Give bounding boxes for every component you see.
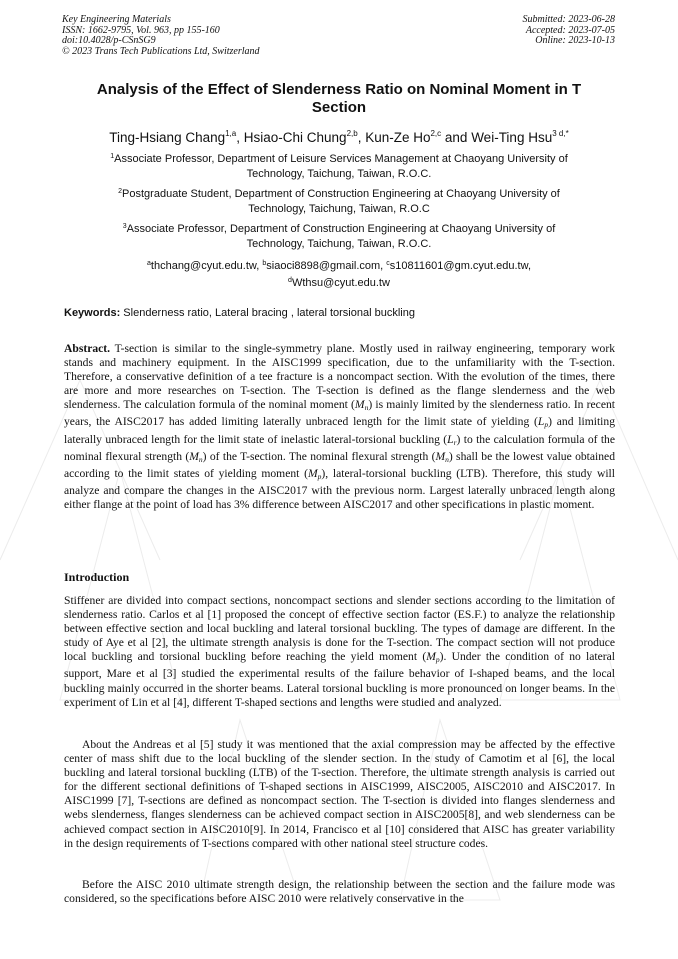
symbol-M: M <box>354 398 365 412</box>
accepted-date: Accepted: 2023-07-05 <box>525 24 615 36</box>
author-4-sup: 3 d,* <box>552 129 569 138</box>
copyright: © 2023 Trans Tech Publications Ltd, Switzerland <box>62 45 260 57</box>
affiliation-3-line-1: Associate Professor, Department of Construction Engineering at Chaoyang University of <box>126 223 556 235</box>
keywords-label: Keywords: <box>64 307 121 319</box>
affiliation-1-sup: 1 <box>110 153 115 160</box>
subscript-n: n <box>364 403 369 413</box>
subscript-n: n <box>445 454 449 464</box>
keywords <box>64 306 618 320</box>
abstract-text-2: ) is mainly limited by the slenderness ratio. In recent years, the AISC2017 has added limiting laterally unbraced length for the limit state of yielding ( <box>64 398 615 429</box>
doi: doi:10.4028/p-CSnSG9 <box>62 35 156 46</box>
abstract-text-3: ) and limiting laterally unbraced length for the limit state of inelastic lateral-torsional buckling ( <box>64 415 615 446</box>
author-3: Kun-Ze Ho <box>365 130 431 145</box>
email-a-sup: a <box>147 260 151 267</box>
email-c[interactable]: s10811601@gm.cyut.edu.tw, <box>389 260 531 272</box>
author-list: Ting-Hsiang Chang$^{1,a}$, Hsiao-Chi Chung$^{2,b}$, Kun-Ze Ho$^{2,c}$ and Wei-Ting Hsu$^{3 d,*}$ <box>109 129 569 145</box>
author-emails <box>62 257 616 290</box>
author-1-sup: 1,a <box>225 129 237 138</box>
online-date: Online: 2023-10-13 <box>535 35 615 46</box>
affiliation-1-line-1: Associate Professor, Department of Leisure Services Management at Chaoyang University of <box>114 153 568 165</box>
keywords-text: Slenderness ratio, Lateral bracing , lateral torsional buckling <box>120 307 415 319</box>
email-d-sup: d <box>288 276 292 284</box>
abstract-text-4: ) to the calculation formula of the nominal flexural strength ( <box>64 432 615 463</box>
affiliation-1-line-2: Technology, Taichung, Taiwan, R.O.C. <box>246 167 432 180</box>
section-heading-introduction: Introduction <box>64 570 130 584</box>
symbol-L: L <box>447 432 454 446</box>
affiliation-1 <box>62 150 616 181</box>
title-line-2: Section <box>311 99 367 116</box>
affiliation-3-line-2: Technology, Taichung, Taiwan, R.O.C. <box>246 237 432 250</box>
abstract <box>64 342 615 512</box>
author-4: Wei-Ting Hsu <box>471 130 553 145</box>
affiliation-2-sup: 2 <box>118 188 123 195</box>
abstract-text-1: T-section is similar to the single-symmetry plane. Mostly used in railway engineering, temporary work stands and machinery equipment. In the AISC1999 specification, due to the unfamiliarity with the T-section. Therefore, a conservative definition of a tee fracture is a noncompact section. With the evolution of the times, there are more and more researches on T-section. The T-section is defined as the flange slenderness and the web slenderness. The calculation formula of the nominal moment ( <box>64 342 615 412</box>
subscript-p: p <box>435 655 440 665</box>
email-c-sup: c <box>386 260 390 267</box>
subscript-p: p <box>317 471 322 481</box>
dates-info <box>523 15 616 47</box>
abstract-text-7: ), lateral-torsional buckling (LTB). Therefore, this study will analyze and compare the changes in the AISC2017 with the previous norm. Largest laterally unbraced length along either flange at the point of load has 3% difference between AISC2017 and other specifications in plastic moment. <box>64 466 616 511</box>
intro-paragraph-1 <box>64 594 615 710</box>
email-d[interactable]: Wthsu@cyut.edu.tw <box>291 276 390 289</box>
affiliation-2-line-1: Postgraduate Student, Department of Construction Engineering at Chaoyang University of <box>122 188 560 200</box>
affiliation-3 <box>62 220 616 251</box>
title-line-1: Analysis of the Effect of Slenderness Ratio on Nominal Moment in T <box>96 81 582 98</box>
paper-title <box>62 81 616 117</box>
intro-paragraph-3: Before the AISC 2010 ultimate strength design, the relationship between the section and the failure mode was considered, so the specifications before AISC 2010 were relatively conservative in the <box>64 878 615 906</box>
journal-info <box>62 15 260 57</box>
abstract-text-6: ) shall be the lowest value obtained according to the limit states of yielding moment ( <box>64 449 615 480</box>
symbol-M: M <box>435 449 446 463</box>
affiliation-2-line-2: Technology, Taichung, Taiwan, R.O.C <box>248 202 430 215</box>
intro-paragraph-2: About the Andreas et al [5] study it was mentioned that the axial compression may be affected by the effective center of mass shift due to the local buckling of the slender section. In the study of Camotim et al [6], the local buckling and lateral torsional buckling (LTB) of the T-section. Therefore, the ultimate strength analysis is carried out for the different sectional definitions of T-shaped sections in AISC1999, AISC2005, AISC2010 and AISC2017. In AISC1999 [7], T-sections are defined as noncompact section. The T-section is divided into flanges slenderness and webs slenderness, flanges slenderness can be achieved compact section in AISC2005[8], and web slenderness can be achieved compact section in AISC2010[9]. In 2014, Francisco et al [10] considered that AISC has greater variability in the design requirements of T-sections compared with other national steel structure codes. <box>64 738 615 850</box>
submitted-date: Submitted: 2023-06-28 <box>522 14 615 25</box>
subscript-p: p <box>544 420 549 430</box>
journal-name: Key Engineering Materials <box>62 14 171 25</box>
affiliation-2 <box>62 185 616 216</box>
subscript-n: n <box>198 454 203 464</box>
intro-p1-text-2: ). Under the condition of no lateral support, Mare et al [3] studied the experimental results of the failure behavior of I-shaped beams, and the local buckling mainly occurred in the shorter beams. Lateral torsional buckling is more pronounced on longer beams. In the experiment of Lin et al [4], different T-shaped sections and lengths were studied and analyzed. <box>64 650 615 709</box>
author-1: Ting-Hsiang Chang <box>109 130 226 145</box>
issn: ISSN: 1662-9795, Vol. 963, pp 155-160 <box>62 24 220 36</box>
author-and: and <box>441 130 472 145</box>
email-b-sup: b <box>262 260 267 267</box>
author-2: Hsiao-Chi Chung <box>243 130 347 145</box>
email-b[interactable]: siaoci8898@gmail.com, <box>266 260 387 272</box>
subscript-r: r <box>453 437 457 447</box>
symbol-M: M <box>189 449 199 463</box>
abstract-label: Abstract. <box>64 342 111 355</box>
symbol-M: M <box>307 466 318 480</box>
author-2-sup: 2,b <box>346 129 358 138</box>
email-a[interactable]: thchang@cyut.edu.tw, <box>150 260 263 272</box>
symbol-L: L <box>537 415 545 429</box>
abstract-text-5: ) of the T-section. The nominal flexural strength ( <box>202 449 436 463</box>
author-3-sup: 2,c <box>430 129 442 138</box>
symbol-M: M <box>426 650 436 664</box>
affiliation-3-sup: 3 <box>122 223 127 230</box>
intro-p1-text-1: Stiffener are divided into compact sections, noncompact sections and slender sections according to the limitation of slenderness ratio. Carlos et al [1] proposed the concept of effective section factor (ES.F.) to analyze the relationship between effective section and local buckling and lateral torsional buckling. The types of damage are different. In the study of Aye et al [2], the ultimate strength analysis is done for the T-section. The compact section will not produce local buckling and torsional buckling before reaching the yield moment ( <box>64 594 615 664</box>
